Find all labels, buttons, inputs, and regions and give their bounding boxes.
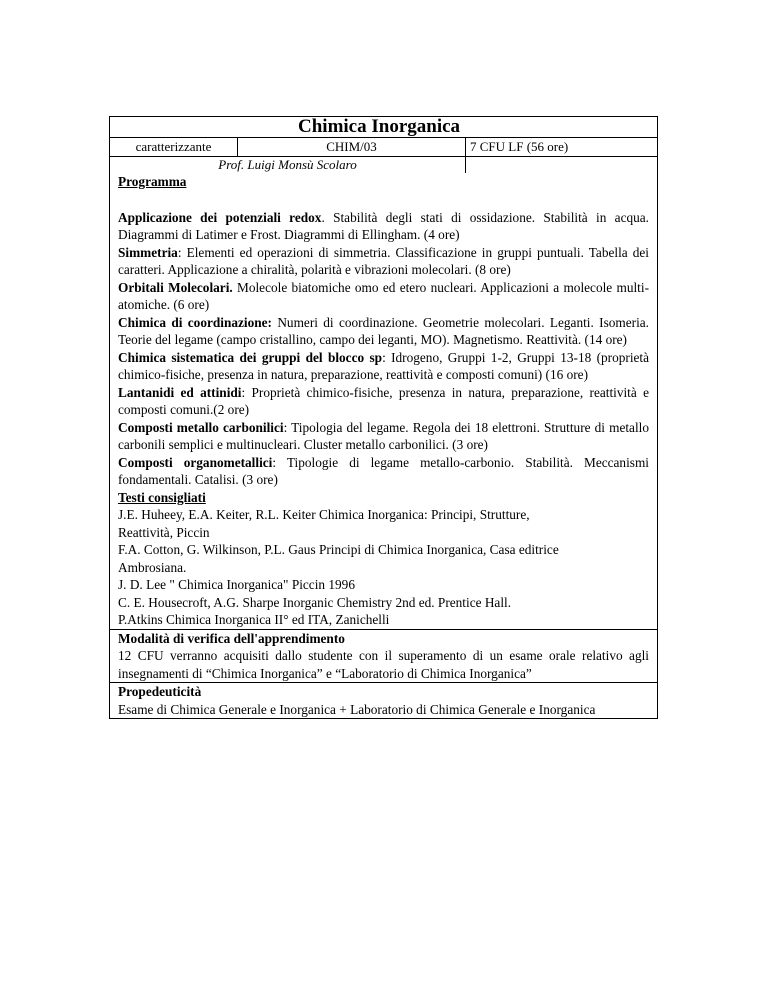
textbook-line: J.E. Huheey, E.A. Keiter, R.L. Keiter Chimica Inorganica: Principi, Strutture,: [118, 507, 530, 522]
program-heading: Programma: [118, 174, 187, 189]
textbook-line: Reattività, Piccin: [118, 524, 210, 540]
program-topic: [118, 279, 649, 314]
program-topic: [118, 349, 649, 384]
topic-text: : Tipologia del legame. Regola dei 18 elettroni. Strutture di metallo carbonili semplici e multinucleari. Cluster metallo carbonilici. (3 ore): [118, 419, 649, 452]
topic-title: Applicazione dei potenziali redox: [118, 209, 322, 225]
course-card: [109, 116, 658, 719]
textbook-line: J. D. Lee " Chimica Inorganica" Piccin 1996: [118, 577, 355, 592]
assessment-heading: Modalità di verifica dell'apprendimento: [118, 630, 345, 646]
program-section: [110, 173, 657, 629]
program-topic: [118, 419, 649, 454]
topic-text: : Tipologie di legame metallo-carbonio. Stabilità. Meccanismi fondamentali. Catalisi. (3 ore): [118, 454, 649, 487]
spacer: [118, 191, 649, 209]
topic-title: Composti organometallici: [118, 454, 273, 470]
course-type: caratterizzante: [110, 138, 238, 156]
course-title: Chimica Inorganica: [298, 116, 461, 137]
topic-text: Numeri di coordinazione. Geometrie molecolari. Leganti. Isomeria. Teorie del legame (campo cristallino, campo dei leganti, MO). Magnetismo. Reattività. (14 ore): [118, 314, 649, 347]
info-row: [110, 137, 657, 157]
topic-text: : Proprietà chimico-fisiche, presenza in natura, preparazione, reattività e composti comuni.(2 ore): [118, 384, 649, 417]
program-topic: [118, 384, 649, 419]
program-topic: [118, 454, 649, 489]
textbooks-heading: Testi consigliati: [118, 489, 206, 505]
topic-title: Simmetria: [118, 244, 178, 260]
topic-text: : Idrogeno, Gruppi 1-2, Gruppi 13-18 (proprietà chimico-fisiche, presenza in natura, preparazione, reattività e composti comuni) (16 ore): [118, 349, 650, 382]
assessment-section: [110, 629, 657, 683]
textbook-line: C. E. Housecroft, A.G. Sharpe Inorganic Chemistry 2nd ed. Prentice Hall.: [118, 594, 512, 610]
textbook-line: F.A. Cotton, G. Wilkinson, P.L. Gaus Principi di Chimica Inorganica, Casa editrice: [118, 542, 559, 557]
topic-title: Chimica di coordinazione:: [118, 314, 272, 330]
course-ssd: CHIM/03: [238, 138, 466, 156]
textbook-line: P.Atkins Chimica Inorganica II° ed ITA, Zanichelli: [118, 612, 390, 627]
professor-name: Prof. Luigi Monsù Scolaro: [110, 157, 466, 173]
prerequisites-text: Esame di Chimica Generale e Inorganica + Laboratorio di Chimica Generale e Inorganica: [118, 701, 596, 717]
assessment-text: 12 CFU verranno acquisiti dallo studente con il superamento di un esame orale relativo agli insegnamenti di “Chimica Inorganica” e “Laboratorio di Chimica Inorganica”: [118, 648, 649, 681]
course-cfu: 7 CFU LF (56 ore): [470, 139, 569, 154]
topic-title: Chimica sistematica dei gruppi del blocco sp: [118, 349, 383, 365]
program-topic: [118, 244, 649, 279]
program-topic: [118, 209, 649, 244]
prerequisites-section: [110, 682, 657, 718]
program-topic: [118, 314, 649, 349]
topic-title: Composti metallo carbonilici: [118, 419, 284, 435]
topic-title: Lantanidi ed attinidi: [118, 384, 242, 400]
topic-title: Orbitali Molecolari.: [118, 279, 233, 295]
title-row: [110, 117, 657, 137]
topic-text: : Elementi ed operazioni di simmetria. Classificazione in gruppi puntuali. Tabella dei caratteri. Applicazione a chiralità, polarità e vibrazioni molecolari. (8 ore): [118, 244, 649, 277]
prerequisites-heading: Propedeuticità: [118, 684, 202, 699]
topic-text: . Stabilità degli stati di ossidazione. Stabilità in acqua. Diagrammi di Latimer e Frost. Diagrammi di Ellingham. (4 ore): [118, 209, 649, 242]
professor-row: [110, 157, 657, 173]
textbook-line: Ambrosiana.: [118, 559, 187, 575]
topic-text: Molecole biatomiche omo ed etero nucleari. Applicazioni a molecole multi-atomiche. (6 ore): [118, 279, 649, 312]
